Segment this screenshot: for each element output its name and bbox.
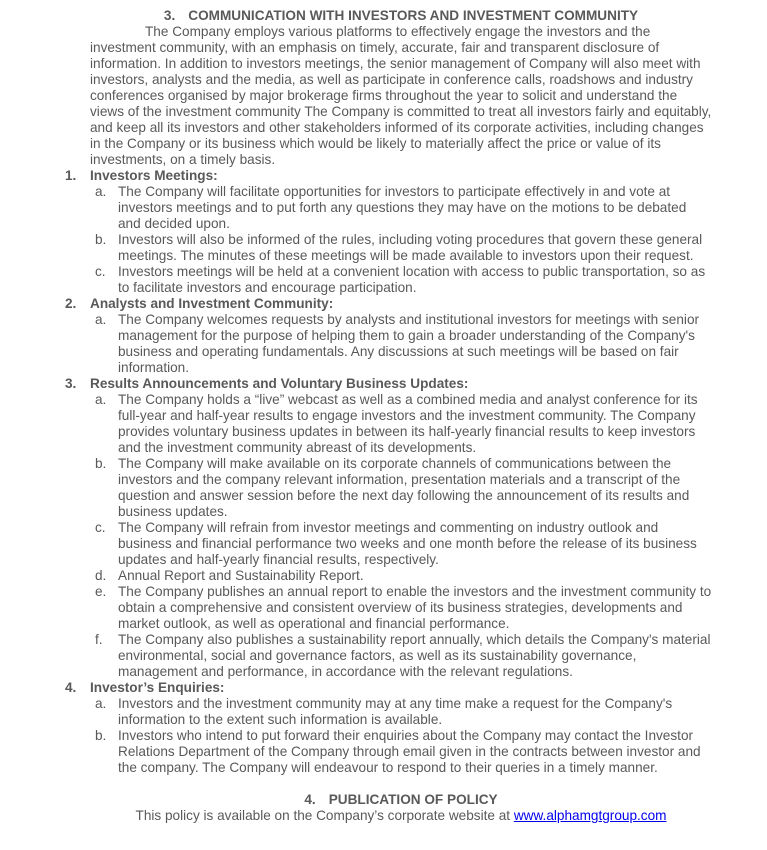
sub-item-1a-letter: a. [95, 184, 107, 199]
list-item-1-header [65, 168, 712, 184]
list-item-3-header [65, 376, 712, 392]
sub-item-4a-letter: a. [95, 696, 107, 711]
list-item-3-title: Results Announcements and Voluntary Business Updates: [90, 376, 469, 391]
sub-item-3c-text: The Company will refrain from investor meetings and commenting on industry outlook and business and financial performance two weeks and one month before the release of its business updates and half-yearly financial results, respectively. [118, 520, 697, 567]
section-3-heading-text: COMMUNICATION WITH INVESTORS AND INVESTMENT COMMUNITY [188, 8, 639, 23]
sub-item-3d-text: Annual Report and Sustainability Report. [118, 568, 364, 583]
list-item-4-number: 4. [65, 680, 77, 695]
sub-item-3e-text: The Company publishes an annual report to enable the investors and the investment community to obtain a comprehensive and consistent overview of its business strategies, developments and market outlook, as well as operational and financial performance. [118, 584, 712, 631]
corporate-website-link[interactable]: www.alphamgtgroup.com [513, 808, 667, 823]
sub-item-1c-text: Investors meetings will be held at a convenient location with access to public transportation, so as to facilitate investors and encourage participation. [118, 264, 706, 295]
list-item-1-number: 1. [65, 168, 77, 183]
sub-item-3f-letter: f. [95, 632, 103, 647]
section-3-heading-number: 3. [163, 8, 176, 23]
sub-item-1a [95, 184, 712, 232]
section-4-publication-heading [90, 792, 712, 808]
list-item-2-header [65, 296, 712, 312]
sub-item-1c-letter: c. [95, 264, 106, 279]
intro-paragraph: The Company employs various platforms to effectively engage the investors and the investment community, with an emphasis on timely, accurate, fair and transparent disclosure of information. In addition to investors meetings, the senior management of Company will also meet with investors, analysts and the media, as well as participate in conference calls, roadshows and industry conferences organised by major brokerage firms throughout the year to solicit and understand the views of the investment community The Company is committed to treat all investors fairly and equitably, and keep all its investors and other stakeholders informed of its corporate activities, including changes in the Company or its business which would be likely to materially affect the price or value of its investments, on a timely basis. [90, 24, 712, 167]
sub-item-3a-text: The Company holds a “live” webcast as well as a combined media and analyst conference for its full-year and half-year results to engage investors and the investment community. The Company provides voluntary business updates in between its half-yearly financial results to keep investors and the investment community abreast of its developments. [118, 392, 698, 455]
sub-item-3b [95, 456, 712, 520]
list-item-2-title: Analysts and Investment Community: [90, 296, 334, 311]
sub-item-1b [95, 232, 712, 264]
sub-item-1b-letter: b. [95, 232, 107, 247]
sub-item-4a-text: Investors and the investment community may at any time make a request for the Company's information to the extent such information is available. [118, 696, 673, 727]
sub-item-3b-text: The Company will make available on its corporate channels of communications between the investors and the company relevant information, presentation materials and a transcript of the question and answer session before the next day following the announcement of its results and business updates. [118, 456, 690, 519]
sub-item-2a-text: The Company welcomes requests by analysts and institutional investors for meetings with senior management for the purpose of helping them to gain a broader understanding of the Company's business and operating fundamentals. Any discussions at such meetings will be based on fair information. [118, 312, 700, 375]
sub-item-4b-text: Investors who intend to put forward their enquiries about the Company may contact the Investor Relations Department of the Company through email given in the contracts between investor and the company. The Company will endeavour to respond to their queries in a timely manner. [118, 728, 701, 775]
sub-item-4b [95, 728, 712, 776]
sub-item-1b-text: Investors will also be informed of the rules, including voting procedures that govern these general meetings. The minutes of these meetings will be made available to investors upon their request. [118, 232, 703, 263]
publication-line-prefix: This policy is available on the Company’s corporate website at [135, 808, 514, 823]
sub-item-3c-letter: c. [95, 520, 106, 535]
list-item-4-header [65, 680, 712, 696]
list-item-3-number: 3. [65, 376, 77, 391]
sub-item-3f [95, 632, 712, 680]
publication-line [90, 808, 712, 824]
sub-item-2a [95, 312, 712, 376]
sub-item-3c [95, 520, 712, 568]
list-item-2-number: 2. [65, 296, 77, 311]
sub-item-3e [95, 584, 712, 632]
sub-item-4b-letter: b. [95, 728, 107, 743]
sub-item-4a [95, 696, 712, 728]
publication-heading-number: 4. [304, 792, 316, 807]
sub-item-3f-text: The Company also publishes a sustainability report annually, which details the Company's material environmental, social and governance factors, as well as its sustainability governance, management and performance, in accordance with the relevant regulations. [118, 632, 711, 679]
sub-item-1a-text: The Company will facilitate opportunities for investors to participate effectively in and vote at investors meetings and to put forth any questions they may have on the motions to be debated and decided upon. [118, 184, 687, 231]
sub-item-3d-letter: d. [95, 568, 107, 583]
section-gap [0, 776, 767, 792]
sub-item-3a-letter: a. [95, 392, 107, 407]
list-item-4-title: Investor’s Enquiries: [90, 680, 225, 695]
list-item-1-title: Investors Meetings: [90, 168, 218, 183]
sub-item-3a [95, 392, 712, 456]
sub-item-3e-letter: e. [95, 584, 107, 599]
publication-heading-text: PUBLICATION OF POLICY [328, 792, 498, 807]
sub-item-3b-letter: b. [95, 456, 107, 471]
sub-item-1c [95, 264, 712, 296]
section-3-heading [90, 8, 712, 24]
sub-item-3d [95, 568, 712, 584]
sub-item-2a-letter: a. [95, 312, 107, 327]
